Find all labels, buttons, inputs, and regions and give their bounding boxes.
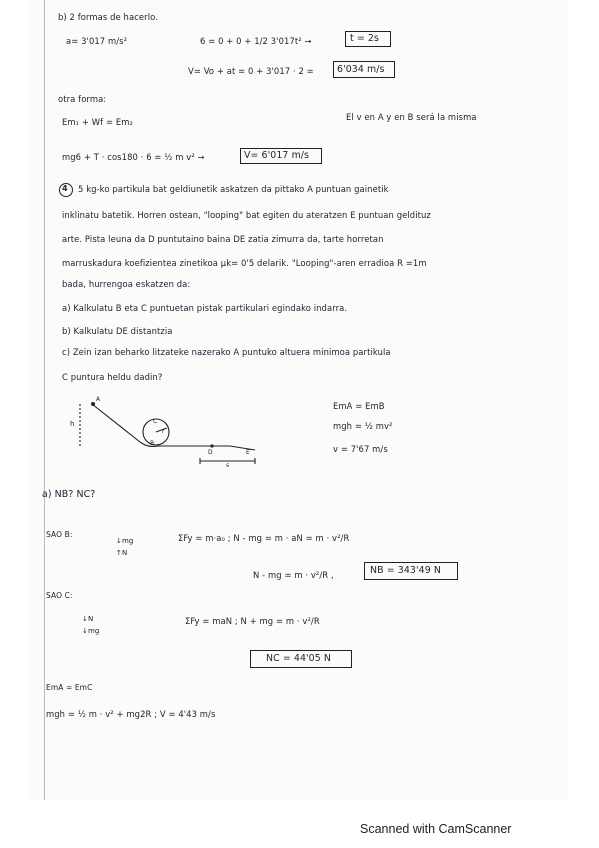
time-equation: 6 = 0 + 0 + 1/2 3'017t² → — [200, 36, 312, 46]
fb-n: ↑N — [116, 549, 128, 557]
label-r: r — [162, 428, 165, 435]
side-eq-3: v = 7'67 m/s — [333, 444, 388, 454]
question-c: c) Zein izan beharko litzateke nazerako A puntuko altuera minimoa partikula — [62, 347, 391, 357]
label-c: C — [153, 418, 158, 425]
energy-c-equation: mgh = ½ m · v² + mg2R ; V = 4'43 m/s — [46, 709, 216, 719]
side-eq-1: EmA = EmB — [333, 401, 385, 411]
sao-b-equation: ΣFy = m·a₀ ; N - mg = m · aN = m · v²/R — [178, 533, 350, 543]
fc-n: ↓N — [82, 615, 94, 623]
point-d — [210, 444, 213, 447]
question-c-cont: C puntura heldu dadin? — [62, 372, 163, 382]
side-eq-2: mgh = ½ mv² — [333, 421, 393, 431]
part-a-heading: a) NB? NC? — [42, 489, 96, 500]
other-method-label: otra forma: — [58, 94, 107, 104]
energy-c-label: EmA = EmC — [46, 683, 93, 692]
label-a: A — [96, 396, 101, 403]
velocity-result: 6'034 m/s — [337, 64, 385, 75]
sao-c-equation: ΣFy = maN ; N + mg = m · v²/R — [185, 616, 320, 626]
camscanner-watermark: Scanned with CamScanner — [360, 822, 512, 836]
sao-c-label: SAO C: — [46, 591, 73, 600]
problem-line-3: arte. Pista leuna da D puntutaino baina DE zatia zimurra da, tarte horretan — [62, 234, 384, 244]
label-e: E — [246, 449, 250, 456]
velocity-note: El v en A y en B será la misma — [346, 112, 477, 122]
fc-mg: ↓mg — [82, 627, 100, 635]
time-result: t = 2s — [350, 33, 379, 44]
problem-line-5: bada, hurrengoa eskatzen da: — [62, 279, 191, 289]
fb-mg: ↓mg — [116, 537, 134, 545]
normal-b-equation: N - mg = m · v²/R , — [253, 570, 334, 580]
label-b: B — [150, 440, 155, 447]
acceleration-value: a= 3'017 m/s² — [66, 36, 128, 46]
velocity-equation: V= Vo + at = 0 + 3'017 · 2 = — [188, 66, 314, 76]
track-slope — [92, 404, 255, 450]
problem-line-1: 5 kg-ko partikula bat geldiunetik askatzen da pittako A puntuan gainetik — [78, 184, 389, 194]
nc-result: NC = 44'05 N — [266, 653, 332, 664]
label-d: D — [208, 449, 213, 456]
problem-line-4: marruskadura koefizientea zinetikoa μk= 0'5 delarik. "Looping"-aren erradioa R =1m — [62, 258, 427, 268]
energy-balance: Em₁ + Wf = Em₂ — [62, 117, 133, 127]
particle-point — [91, 402, 95, 406]
energy-equation: mg6 + T · cos180 · 6 = ½ m v² → — [62, 152, 205, 162]
velocity-result2: V= 6'017 m/s — [244, 150, 310, 161]
sao-b-label: SAO B: — [46, 530, 73, 539]
question-b: b) Kalkulatu DE distantzia — [62, 326, 173, 336]
nb-result: NB = 343'49 N — [370, 565, 441, 576]
problem-line-2: inklinatu batetik. Horren ostean, "looping" bat egiten du ateratzen E puntuan geldituz — [62, 210, 431, 220]
question-a: a) Kalkulatu B eta C puntuetan pistak partikulari egindako indarra. — [62, 303, 348, 313]
label-s: s — [226, 462, 230, 469]
label-h: h — [70, 420, 75, 428]
problem-number: 4 — [62, 184, 68, 193]
part-b-heading: b) 2 formas de hacerlo. — [58, 12, 158, 22]
